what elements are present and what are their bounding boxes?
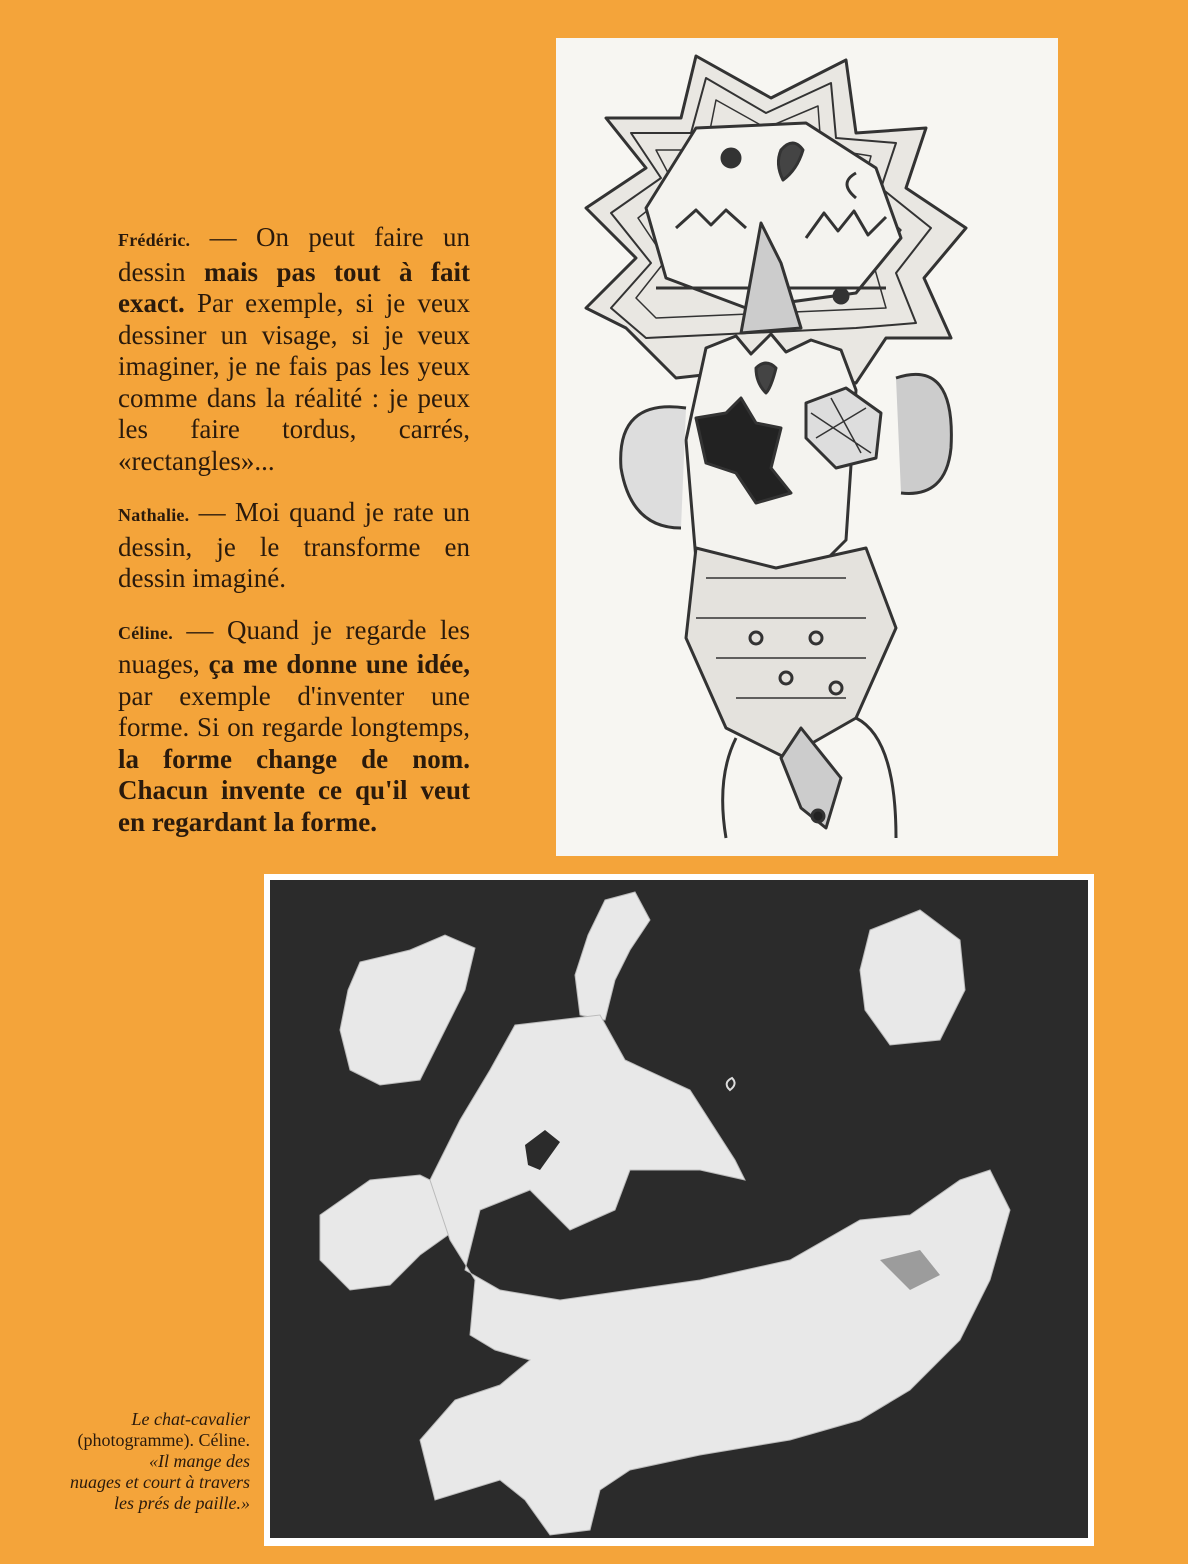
speaker-name: Nathalie. xyxy=(118,505,190,525)
caption-subtitle: (photogramme). Céline. xyxy=(77,1430,250,1450)
caption-quote-line: les prés de paille.» xyxy=(114,1493,250,1513)
dialogue-emphasis: la forme change de nom. Chacun invente ce qu'il veut en regardant la forme. xyxy=(118,743,470,837)
caption-title: Le chat-cavalier xyxy=(131,1409,250,1429)
face-drawing-illustration xyxy=(556,38,1058,856)
photogram-image xyxy=(264,874,1094,1546)
child-face-drawing xyxy=(556,38,1058,856)
dialogue-emphasis: ça me donne une idée, xyxy=(208,649,470,679)
dialogue-text: — Moi quand je rate un dessin, je le transforme en dessin imaginé. xyxy=(118,497,470,593)
dialogue-emphasis: mais pas tout à fait exact. xyxy=(118,256,470,318)
photogram-illustration xyxy=(270,880,1088,1538)
dialogue-column xyxy=(118,222,470,858)
dialogue-frederic xyxy=(118,222,470,477)
dialogue-celine xyxy=(118,615,470,839)
caption-quote-line: nuages et court à travers xyxy=(70,1472,250,1492)
dialogue-text: — Quand je regarde les nuages, xyxy=(118,614,470,679)
photo-caption xyxy=(20,1409,250,1514)
speaker-name: Céline. xyxy=(118,622,173,643)
speaker-name: Frédéric. xyxy=(118,230,191,250)
caption-quote-line: «Il mange des xyxy=(149,1451,250,1471)
dialogue-text: par exemple d'inventer une forme. Si on regarde longtemps, xyxy=(118,680,470,742)
dialogue-text: Par exemple, si je veux dessiner un visage, si je veux imaginer, je ne fais pas les yeux comme dans la réalité : je peux les faire tordus, carrés, «rectangles»... xyxy=(118,288,470,476)
dialogue-nathalie xyxy=(118,497,470,595)
dialogue-text: — On peut faire un dessin xyxy=(118,222,470,287)
